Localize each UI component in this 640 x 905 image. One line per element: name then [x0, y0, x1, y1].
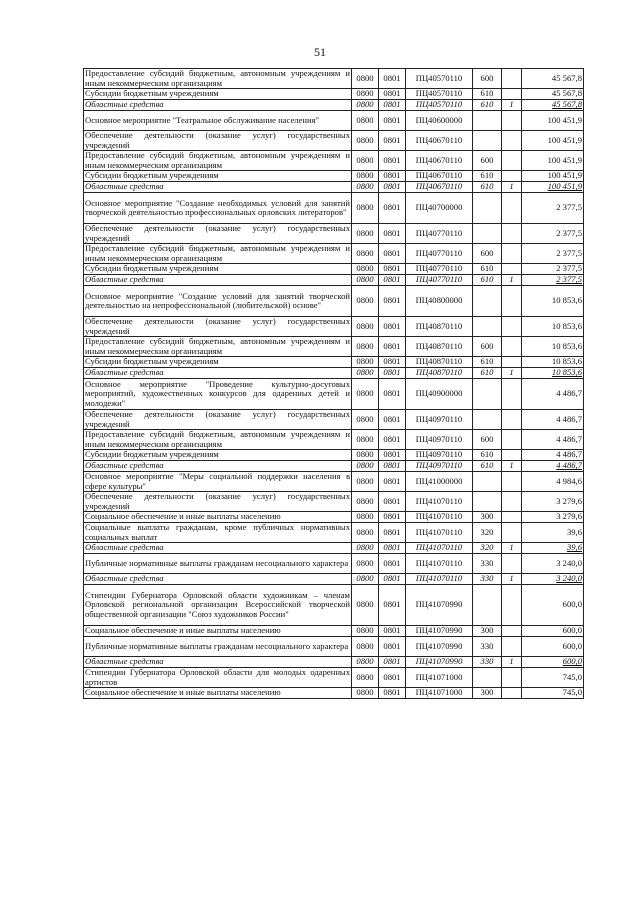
table-row [84, 171, 584, 182]
amount-cell: 45 567,8 [522, 89, 584, 100]
page-number: 51 [314, 45, 326, 59]
target-article-cell: ПЦ41071000 [406, 688, 473, 699]
table-row [84, 100, 584, 111]
target-article-cell: ПЦ40570110 [406, 89, 473, 100]
row-name-cell: Областные средства [84, 368, 352, 379]
row-name-cell: Обеспечение деятельности (оказание услуг) государственных учреждений [85, 223, 350, 243]
amount-cell: 3 240,0 [522, 574, 584, 585]
budget-table [83, 68, 584, 699]
funding-source-cell [502, 171, 522, 182]
funding-source-cell [502, 193, 522, 224]
row-name-cell: Основное мероприятие "Проведение культурно-досуговых мероприятий, художественных конкурсов для одаренных детей и молодежи" [85, 378, 350, 408]
subsection-code-cell: 0801 [379, 357, 406, 368]
target-article-cell: ПЦ40770110 [406, 224, 473, 244]
subsection-code-cell: 0801 [379, 368, 406, 379]
amount-cell: 600,0 [522, 657, 584, 668]
section-code-cell: 0800 [352, 171, 379, 182]
expense-type-cell [473, 286, 502, 317]
row-name-cell: Основное мероприятие "Меры социальной поддержки населения в сфере культуры" [85, 471, 350, 491]
table-row [84, 668, 584, 688]
expense-type-cell [473, 492, 502, 512]
funding-source-cell [502, 512, 522, 523]
expense-type-cell: 610 [473, 275, 502, 286]
expense-type-cell: 300 [473, 688, 502, 699]
row-name-cell: Социальное обеспечение и иные выплаты населению [84, 512, 352, 523]
table-row [84, 224, 584, 244]
funding-source-cell [502, 637, 522, 657]
funding-source-cell [502, 337, 522, 357]
expense-type-cell: 610 [473, 182, 502, 193]
target-article-cell: ПЦ40670110 [406, 151, 473, 171]
subsection-code-cell: 0801 [379, 688, 406, 699]
section-code-cell: 0800 [352, 100, 379, 111]
table-row [84, 430, 584, 450]
amount-cell: 745,0 [522, 688, 584, 699]
section-code-cell: 0800 [352, 69, 379, 89]
section-code-cell: 0800 [352, 554, 379, 574]
expense-type-cell: 330 [473, 574, 502, 585]
section-code-cell: 0800 [352, 450, 379, 461]
target-article-cell: ПЦ40670110 [406, 131, 473, 151]
row-name-cell: Субсидии бюджетным учреждениям [84, 89, 352, 100]
subsection-code-cell: 0801 [379, 275, 406, 286]
target-article-cell: ПЦ40770110 [406, 275, 473, 286]
funding-source-cell [502, 668, 522, 688]
table-row [84, 554, 584, 574]
subsection-code-cell: 0801 [379, 69, 406, 89]
subsection-code-cell: 0801 [379, 668, 406, 688]
target-article-cell: ПЦ40570110 [406, 100, 473, 111]
target-article-cell: ПЦ41070990 [406, 657, 473, 668]
table-row [84, 657, 584, 668]
amount-cell: 3 279,6 [522, 512, 584, 523]
row-name-cell: Обеспечение деятельности (оказание услуг) государственных учреждений [85, 130, 350, 150]
funding-source-cell [502, 626, 522, 637]
table-row [84, 286, 584, 317]
target-article-cell: ПЦ40870110 [406, 337, 473, 357]
funding-source-cell: 1 [502, 543, 522, 554]
section-code-cell: 0800 [352, 275, 379, 286]
target-article-cell: ПЦ41070990 [406, 585, 473, 626]
target-article-cell: ПЦ41000000 [406, 472, 473, 492]
expense-type-cell [473, 410, 502, 430]
amount-cell: 10 853,6 [522, 337, 584, 357]
funding-source-cell [502, 111, 522, 131]
target-article-cell: ПЦ40970110 [406, 461, 473, 472]
expense-type-cell [473, 379, 502, 410]
expense-type-cell: 330 [473, 554, 502, 574]
expense-type-cell: 300 [473, 512, 502, 523]
expense-type-cell: 610 [473, 264, 502, 275]
row-name-cell: Стипендии Губернатора Орловской области художникам – членам Орловской региональной организации Всероссийской творческой общественной организации "Союз художников России" [84, 585, 352, 626]
section-code-cell: 0800 [352, 368, 379, 379]
row-name-cell: Социальные выплаты гражданам, кроме публичных нормативных социальных выплат [85, 522, 350, 542]
amount-cell: 4 486,7 [522, 461, 584, 472]
funding-source-cell: 1 [502, 461, 522, 472]
target-article-cell: ПЦ41070110 [406, 492, 473, 512]
table-row [84, 264, 584, 275]
amount-cell: 4 486,7 [522, 379, 584, 410]
target-article-cell: ПЦ40600000 [406, 111, 473, 131]
subsection-code-cell: 0801 [379, 626, 406, 637]
funding-source-cell [502, 224, 522, 244]
section-code-cell: 0800 [352, 430, 379, 450]
amount-cell: 2 377,5 [522, 193, 584, 224]
row-name-cell: Публичные нормативные выплаты гражданам несоциального характера [84, 637, 352, 657]
section-code-cell: 0800 [352, 131, 379, 151]
row-name-cell: Предоставление субсидий бюджетным, автономным учреждениям и иным некоммерческим организациям [85, 150, 350, 170]
subsection-code-cell: 0801 [379, 512, 406, 523]
target-article-cell: ПЦ41070110 [406, 574, 473, 585]
expense-type-cell: 610 [473, 461, 502, 472]
funding-source-cell [502, 89, 522, 100]
section-code-cell: 0800 [352, 317, 379, 337]
subsection-code-cell: 0801 [379, 543, 406, 554]
target-article-cell: ПЦ40870110 [406, 317, 473, 337]
target-article-cell: ПЦ40700000 [406, 193, 473, 224]
section-code-cell: 0800 [352, 585, 379, 626]
subsection-code-cell: 0801 [379, 657, 406, 668]
expense-type-cell [473, 224, 502, 244]
section-code-cell: 0800 [352, 657, 379, 668]
table-row [84, 543, 584, 554]
table-row [84, 637, 584, 657]
amount-cell: 100 451,9 [522, 111, 584, 131]
target-article-cell: ПЦ40970110 [406, 430, 473, 450]
subsection-code-cell: 0801 [379, 264, 406, 275]
section-code-cell: 0800 [352, 543, 379, 554]
table-row [84, 182, 584, 193]
target-article-cell: ПЦ41070110 [406, 512, 473, 523]
target-article-cell: ПЦ40770110 [406, 264, 473, 275]
table-row [84, 131, 584, 151]
amount-cell: 100 451,9 [522, 151, 584, 171]
subsection-code-cell: 0801 [379, 100, 406, 111]
section-code-cell: 0800 [352, 523, 379, 543]
subsection-code-cell: 0801 [379, 410, 406, 430]
row-name-cell: Предоставление субсидий бюджетным, автономным учреждениям и иным некоммерческим организациям [85, 429, 350, 449]
expense-type-cell: 320 [473, 543, 502, 554]
subsection-code-cell: 0801 [379, 193, 406, 224]
amount-cell: 100 451,9 [522, 182, 584, 193]
table-row [84, 357, 584, 368]
amount-cell: 10 853,6 [522, 317, 584, 337]
expense-type-cell: 610 [473, 450, 502, 461]
table-row [84, 317, 584, 337]
table-row [84, 688, 584, 699]
target-article-cell: ПЦ41070990 [406, 637, 473, 657]
row-name-cell: Областные средства [84, 100, 352, 111]
amount-cell: 3 279,6 [522, 492, 584, 512]
expense-type-cell: 330 [473, 637, 502, 657]
expense-type-cell: 610 [473, 100, 502, 111]
expense-type-cell [473, 111, 502, 131]
target-article-cell: ПЦ41071000 [406, 668, 473, 688]
row-name-cell: Субсидии бюджетным учреждениям [84, 264, 352, 275]
amount-cell: 45 567,8 [522, 100, 584, 111]
amount-cell: 10 853,6 [522, 357, 584, 368]
table-row [84, 337, 584, 357]
expense-type-cell: 600 [473, 244, 502, 264]
expense-type-cell: 300 [473, 626, 502, 637]
section-code-cell: 0800 [352, 151, 379, 171]
section-code-cell: 0800 [352, 286, 379, 317]
amount-cell: 45 567,8 [522, 69, 584, 89]
section-code-cell: 0800 [352, 688, 379, 699]
amount-cell: 2 377,5 [522, 264, 584, 275]
row-name-cell: Субсидии бюджетным учреждениям [84, 171, 352, 182]
section-code-cell: 0800 [352, 512, 379, 523]
subsection-code-cell: 0801 [379, 286, 406, 317]
funding-source-cell [502, 492, 522, 512]
row-name-cell: Обеспечение деятельности (оказание услуг) государственных учреждений [85, 316, 350, 336]
row-name-cell: Областные средства [84, 275, 352, 286]
subsection-code-cell: 0801 [379, 224, 406, 244]
section-code-cell: 0800 [352, 668, 379, 688]
row-name-cell: Предоставление субсидий бюджетным, автономным учреждениям и иным некоммерческим организациям [85, 336, 350, 356]
amount-cell: 2 377,5 [522, 244, 584, 264]
row-name-cell: Областные средства [84, 461, 352, 472]
expense-type-cell: 610 [473, 368, 502, 379]
funding-source-cell [502, 430, 522, 450]
funding-source-cell: 1 [502, 275, 522, 286]
section-code-cell: 0800 [352, 264, 379, 275]
section-code-cell: 0800 [352, 626, 379, 637]
funding-source-cell [502, 357, 522, 368]
table-row [84, 512, 584, 523]
expense-type-cell: 610 [473, 89, 502, 100]
funding-source-cell [502, 131, 522, 151]
funding-source-cell [502, 69, 522, 89]
subsection-code-cell: 0801 [379, 574, 406, 585]
amount-cell: 2 377,5 [522, 224, 584, 244]
row-name-cell: Социальное обеспечение и иные выплаты населению [84, 626, 352, 637]
row-name-cell: Областные средства [84, 182, 352, 193]
section-code-cell: 0800 [352, 244, 379, 264]
subsection-code-cell: 0801 [379, 379, 406, 410]
row-name-cell: Субсидии бюджетным учреждениям [84, 357, 352, 368]
funding-source-cell: 1 [502, 100, 522, 111]
section-code-cell: 0800 [352, 89, 379, 100]
table-row [84, 461, 584, 472]
subsection-code-cell: 0801 [379, 244, 406, 264]
subsection-code-cell: 0801 [379, 171, 406, 182]
expense-type-cell: 600 [473, 337, 502, 357]
row-name-cell: Предоставление субсидий бюджетным, автономным учреждениям и иным некоммерческим организациям [85, 68, 350, 88]
subsection-code-cell: 0801 [379, 131, 406, 151]
table-row [84, 193, 584, 224]
expense-type-cell [473, 668, 502, 688]
section-code-cell: 0800 [352, 492, 379, 512]
amount-cell: 2 377,5 [522, 275, 584, 286]
section-code-cell: 0800 [352, 182, 379, 193]
section-code-cell: 0800 [352, 637, 379, 657]
row-name-cell: Стипендии Губернатора Орловской области для молодых одаренных артистов [85, 667, 350, 687]
section-code-cell: 0800 [352, 111, 379, 131]
row-name-cell: Областные средства [84, 543, 352, 554]
funding-source-cell: 1 [502, 657, 522, 668]
expense-type-cell [473, 585, 502, 626]
target-article-cell: ПЦ40570110 [406, 69, 473, 89]
target-article-cell: ПЦ40670110 [406, 171, 473, 182]
row-name-cell: Основное мероприятие "Создание необходимых условий для занятий творческой деятельностью профессиональных орловских литераторов" [84, 193, 352, 224]
expense-type-cell: 600 [473, 430, 502, 450]
subsection-code-cell: 0801 [379, 637, 406, 657]
expense-type-cell: 320 [473, 523, 502, 543]
section-code-cell: 0800 [352, 379, 379, 410]
table-row [84, 89, 584, 100]
section-code-cell: 0800 [352, 357, 379, 368]
expense-type-cell: 330 [473, 657, 502, 668]
section-code-cell: 0800 [352, 337, 379, 357]
amount-cell: 39,6 [522, 543, 584, 554]
funding-source-cell [502, 585, 522, 626]
target-article-cell: ПЦ40970110 [406, 450, 473, 461]
amount-cell: 100 451,9 [522, 131, 584, 151]
table-row [84, 410, 584, 430]
section-code-cell: 0800 [352, 574, 379, 585]
row-name-cell: Социальное обеспечение и иные выплаты населению [84, 688, 352, 699]
subsection-code-cell: 0801 [379, 430, 406, 450]
funding-source-cell: 1 [502, 574, 522, 585]
subsection-code-cell: 0801 [379, 554, 406, 574]
subsection-code-cell: 0801 [379, 492, 406, 512]
subsection-code-cell: 0801 [379, 151, 406, 171]
subsection-code-cell: 0801 [379, 317, 406, 337]
row-name-cell: Областные средства [84, 657, 352, 668]
amount-cell: 10 853,6 [522, 368, 584, 379]
expense-type-cell [473, 193, 502, 224]
funding-source-cell [502, 379, 522, 410]
table-row [84, 492, 584, 512]
target-article-cell: ПЦ40670110 [406, 182, 473, 193]
amount-cell: 745,0 [522, 668, 584, 688]
expense-type-cell: 600 [473, 69, 502, 89]
amount-cell: 600,0 [522, 585, 584, 626]
section-code-cell: 0800 [352, 410, 379, 430]
funding-source-cell [502, 410, 522, 430]
section-code-cell: 0800 [352, 193, 379, 224]
section-code-cell: 0800 [352, 461, 379, 472]
amount-cell: 100 451,9 [522, 171, 584, 182]
funding-source-cell [502, 244, 522, 264]
target-article-cell: ПЦ41070110 [406, 523, 473, 543]
subsection-code-cell: 0801 [379, 111, 406, 131]
subsection-code-cell: 0801 [379, 472, 406, 492]
row-name-cell: Предоставление субсидий бюджетным, автономным учреждениям и иным некоммерческим организациям [85, 243, 350, 263]
subsection-code-cell: 0801 [379, 450, 406, 461]
row-name-cell: Субсидии бюджетным учреждениям [84, 450, 352, 461]
amount-cell: 600,0 [522, 626, 584, 637]
row-name-cell: Обеспечение деятельности (оказание услуг) государственных учреждений [85, 491, 350, 511]
table-row [84, 585, 584, 626]
table-row [84, 69, 584, 89]
row-name-cell: Областные средства [84, 574, 352, 585]
amount-cell: 10 853,6 [522, 286, 584, 317]
section-code-cell: 0800 [352, 224, 379, 244]
expense-type-cell: 610 [473, 171, 502, 182]
table-row [84, 574, 584, 585]
funding-source-cell [502, 450, 522, 461]
amount-cell: 4 486,7 [522, 450, 584, 461]
row-name-cell: Основное мероприятие "Театральное обслуживание населения" [84, 111, 352, 131]
amount-cell: 600,0 [522, 637, 584, 657]
target-article-cell: ПЦ41070110 [406, 554, 473, 574]
row-name-cell: Основное мероприятие "Создание условий для занятий творческой деятельностью на непрофессиональной (любительской) основе" [84, 286, 352, 317]
table-row [84, 368, 584, 379]
target-article-cell: ПЦ40770110 [406, 244, 473, 264]
table-row [84, 626, 584, 637]
funding-source-cell [502, 472, 522, 492]
funding-source-cell [502, 264, 522, 275]
row-name-cell: Обеспечение деятельности (оказание услуг) государственных учреждений [85, 409, 350, 429]
amount-cell: 39,6 [522, 523, 584, 543]
subsection-code-cell: 0801 [379, 585, 406, 626]
subsection-code-cell: 0801 [379, 182, 406, 193]
table-row [84, 523, 584, 543]
subsection-code-cell: 0801 [379, 523, 406, 543]
expense-type-cell: 600 [473, 151, 502, 171]
funding-source-cell [502, 286, 522, 317]
amount-cell: 4 486,7 [522, 410, 584, 430]
expense-type-cell [473, 317, 502, 337]
amount-cell: 4 486,7 [522, 430, 584, 450]
funding-source-cell [502, 523, 522, 543]
section-code-cell: 0800 [352, 472, 379, 492]
target-article-cell: ПЦ41070110 [406, 543, 473, 554]
amount-cell: 4 984,6 [522, 472, 584, 492]
target-article-cell: ПЦ40870110 [406, 368, 473, 379]
subsection-code-cell: 0801 [379, 89, 406, 100]
table-row [84, 111, 584, 131]
target-article-cell: ПЦ40870110 [406, 357, 473, 368]
expense-type-cell [473, 472, 502, 492]
table-body [84, 69, 584, 699]
subsection-code-cell: 0801 [379, 461, 406, 472]
funding-source-cell: 1 [502, 182, 522, 193]
amount-cell: 3 240,0 [522, 554, 584, 574]
funding-source-cell [502, 317, 522, 337]
target-article-cell: ПЦ40970110 [406, 410, 473, 430]
expense-type-cell [473, 131, 502, 151]
subsection-code-cell: 0801 [379, 337, 406, 357]
table-row [84, 244, 584, 264]
table-row [84, 450, 584, 461]
target-article-cell: ПЦ41070990 [406, 626, 473, 637]
target-article-cell: ПЦ40800000 [406, 286, 473, 317]
funding-source-cell [502, 554, 522, 574]
table-row [84, 275, 584, 286]
table-row [84, 379, 584, 410]
table-row [84, 472, 584, 492]
funding-source-cell [502, 688, 522, 699]
funding-source-cell [502, 151, 522, 171]
expense-type-cell: 610 [473, 357, 502, 368]
target-article-cell: ПЦ40900000 [406, 379, 473, 410]
table-row [84, 151, 584, 171]
funding-source-cell: 1 [502, 368, 522, 379]
row-name-cell: Публичные нормативные выплаты гражданам несоциального характера [84, 554, 352, 574]
